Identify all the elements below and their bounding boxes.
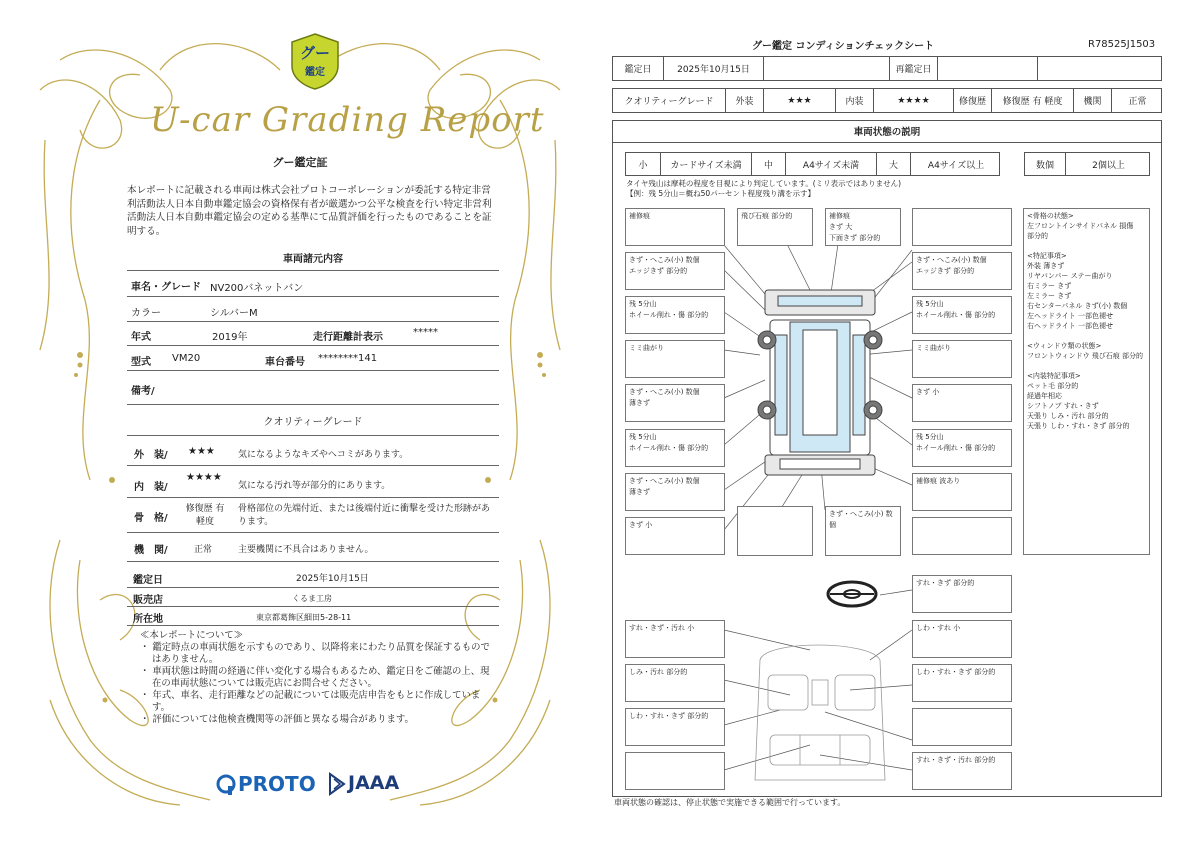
note-item: ・ 年式、車名、走行距離などの記載については販売店申告をもとに作成しています。: [140, 690, 481, 713]
size-medium-desc: A4サイズ未満: [785, 153, 876, 175]
ext-label-right-rear: 補修痕 波あり: [912, 473, 1012, 511]
jaaa-brand: JAAA: [348, 772, 400, 794]
repair-value: 修復歴 有 軽度: [991, 89, 1073, 112]
name-value: NV200バネットバン: [210, 283, 304, 294]
int-label-left-trim: しわ・すれ・きず 部分的: [625, 708, 725, 746]
exterior-desc: 気になるようなキズやヘコミがあります。: [238, 450, 409, 460]
int-label-console: [912, 708, 1012, 746]
interior-desc: 気になる汚れ等が部分的にあります。: [238, 481, 391, 491]
odometer-label: 走行距離計表示: [313, 332, 383, 343]
ext-label-front-right: [912, 208, 1012, 246]
interior-label: 内装: [835, 89, 873, 112]
status-title: 車両状態の説明: [612, 120, 1162, 143]
ext-label-right-fender: きず・へこみ(小) 数個 エッジきず 部分的: [912, 252, 1012, 290]
interior-grade: ★★★★: [186, 472, 222, 483]
shop-label: 販売店: [133, 595, 163, 606]
engine-value: 正常: [1111, 89, 1163, 112]
year-label: 年式: [131, 332, 151, 343]
divider: [127, 587, 499, 588]
ext-label-right-mirror: ミミ曲がり: [912, 340, 1012, 378]
tire-note-2: 【例：残 5分山＝概ね50パーセント程度残り溝を示す】: [626, 189, 816, 198]
year-value: 2019年: [212, 332, 248, 343]
count-label: 数個: [1035, 160, 1054, 171]
model-value: VM20: [172, 353, 201, 364]
divider: [127, 321, 499, 322]
checksheet-code: R78525J1503: [1088, 39, 1156, 50]
size-medium: 中: [751, 153, 785, 175]
interior-stars: ★★★★: [873, 89, 953, 112]
frame-grade: 修復歴 有 軽度: [185, 504, 225, 527]
color-label: カラー: [131, 308, 161, 319]
frame-desc: 骨格部位の先端付近、または後端付近に衝撃を受けた形跡があります。: [238, 504, 491, 527]
ext-label-rear-left: きず 小: [625, 517, 725, 555]
ext-label-rear-right: [912, 517, 1012, 555]
note-item: ・ 車両状態は時間の経過に伴い変化する場合もあるため、鑑定日をご確認の上、現在の車両状態については販売店にお問合せください。: [140, 666, 490, 689]
int-label-dashboard: すれ・きず・汚れ 小: [625, 620, 725, 658]
quality-title: クオリティーグレード: [263, 417, 363, 428]
divider: [127, 561, 499, 562]
size-large: 大: [876, 153, 910, 175]
remarks-panel: <骨格の状態> 左フロントインサイドパネル 損傷 部分的 <特記事項> 外装 薄きず リヤバンパー ステー曲がり 右ミラー きず 左ミラー きず 右センターパネル きず(小) 数個 左ヘッドライト 一部色褪せ 右ヘッドライト 一部色褪せ <ウィンドウ類の状態> フロントウィンドウ 飛び石痕 部分的 <内装特記事項> ペット毛 部分的 経過年相応 シフトノブ すれ・きず 天張り しみ・汚れ 部分的 天張り しわ・すれ・きず 部分的: [1023, 208, 1150, 555]
exterior-stars: ★★★: [763, 89, 835, 112]
int-label-front-seat-right: しわ・すれ 小: [912, 620, 1012, 658]
exterior-grade: ★★★: [188, 446, 215, 457]
divider: [127, 296, 499, 297]
divider: [127, 345, 499, 346]
specs-title: 車両諸元内容: [283, 254, 343, 265]
engine-desc: 主要機関に不具合はありません。: [238, 545, 374, 555]
divider: [127, 465, 499, 466]
ext-label-left-rear-wheel: 残 5分山 ホイール削れ・傷 部分的: [625, 429, 725, 467]
divider: [127, 497, 499, 498]
int-label-rear-seat: [625, 752, 725, 790]
date-label: 鑑定日: [133, 575, 163, 586]
engine-label: 機関: [1073, 89, 1111, 112]
note-item: ・ 評価については他検査機関等の評価と異なる場合があります。: [140, 714, 414, 725]
chassis-value: ********141: [318, 353, 378, 364]
ext-label-left-front-wheel: 残 5分山 ホイール削れ・傷 部分的: [625, 296, 725, 334]
notes-title: ≪本レポートについて≫: [140, 630, 243, 641]
ext-label-left-mirror: ミミ曲がり: [625, 340, 725, 378]
engine-label: 機 関/: [134, 545, 168, 556]
redate-label: 再鑑定日: [889, 57, 937, 80]
proto-logo-icon: [216, 774, 236, 796]
ext-label-front-left: 補修痕: [625, 208, 725, 246]
checksheet-footer-note: 車両状態の確認は、停止状態で実施できる範囲で行っています。: [614, 798, 846, 807]
ext-label-windshield: 飛び石痕 部分的: [737, 208, 813, 246]
divider: [127, 404, 499, 405]
ext-label-left-rear: きず・へこみ(小) 数個 薄きず: [625, 473, 725, 511]
date-value: 2025年10月15日: [663, 57, 763, 80]
ext-label-left-fender: きず・へこみ(小) 数個 エッジきず 部分的: [625, 252, 725, 290]
divider: [127, 606, 499, 607]
divider: [127, 625, 499, 626]
jaaa-logo-icon: [328, 770, 346, 798]
int-label-front-seat-left: しみ・汚れ 部分的: [625, 664, 725, 702]
odometer-value: *****: [413, 327, 438, 338]
note-item: ・ 鑑定時点の車両状態を示すものであり、以降将来にわたり品質を保証するものではありません。: [140, 642, 490, 665]
certificate-title: グー鑑定証: [272, 156, 328, 169]
color-value: シルバーM: [210, 308, 258, 319]
script-title: U-car Grading Report: [150, 100, 545, 140]
exterior-label: 外装: [725, 89, 763, 112]
divider: [127, 435, 499, 436]
exterior-label: 外 装/: [134, 450, 168, 461]
date-value: 2025年10月15日: [296, 574, 369, 584]
tire-note-1: タイヤ残山は摩耗の程度を目視により判定しています。(ミリ表示ではありません): [626, 179, 902, 188]
divider: [127, 532, 499, 533]
logo-text-top: グー: [299, 44, 331, 62]
ext-label-rear-bumper: きず・へこみ(小) 数個: [825, 506, 901, 556]
size-large-desc: A4サイズ以上: [910, 153, 1001, 175]
chassis-label: 車台番号: [265, 357, 305, 368]
frame-label: 骨 格/: [134, 513, 168, 524]
ext-label-right-rear-wheel: 残 5分山 ホイール削れ・傷 部分的: [912, 429, 1012, 467]
int-label-rear-area: すれ・きず・汚れ 部分的: [912, 752, 1012, 790]
remarks-label: 備考/: [131, 386, 155, 397]
engine-grade: 正常: [194, 545, 213, 555]
certificate-paragraph: 本レポートに記載される車両は株式会社プロトコーポレーションが委託する特定非営利活動法人日本自動車鑑定協会の資格保有者が厳選かつ公平な検査を行い特定非営利活動法人日本自動車鑑定協会の定める基準にて品質評価を行ったものであることを証明する。: [127, 185, 492, 237]
grade-label: クオリティーグレード: [624, 97, 714, 107]
ext-label-right-side: きず 小: [912, 384, 1012, 422]
model-label: 型式: [131, 357, 151, 368]
divider: [127, 370, 499, 371]
ext-label-front: 補修痕 きず 大 下面きず 部分的: [825, 208, 901, 246]
date-label: 鑑定日: [624, 65, 652, 75]
interior-label: 内 装/: [134, 482, 168, 493]
count-value: 2個以上: [1065, 153, 1151, 175]
int-label-right-trim: しわ・すれ・きず 部分的: [912, 664, 1012, 702]
int-label-steering: すれ・きず 部分的: [912, 575, 1012, 613]
ext-label-left-side: きず・へこみ(小) 数個 薄きず: [625, 384, 725, 422]
proto-brand: PROTO: [238, 772, 316, 796]
ext-label-rear: [737, 506, 813, 556]
repair-label: 修復歴: [953, 89, 991, 112]
size-small: 小: [638, 160, 648, 171]
ext-label-right-front-wheel: 残 5分山 ホイール削れ・傷 部分的: [912, 296, 1012, 334]
address-value: 東京都葛飾区細田5-28-11: [256, 613, 352, 622]
divider: [127, 270, 499, 271]
address-label: 所在地: [133, 614, 163, 625]
name-label: 車名・グレード: [131, 282, 201, 293]
logo-text-bottom: 鑑定: [305, 67, 325, 78]
checksheet-title: グー鑑定 コンディションチェックシート: [752, 41, 935, 52]
shop-value: くるま工房: [292, 594, 332, 603]
size-small-desc: カードサイズ未満: [660, 153, 751, 175]
goo-kantei-logo: [288, 32, 342, 90]
report-notes: [140, 630, 492, 726]
